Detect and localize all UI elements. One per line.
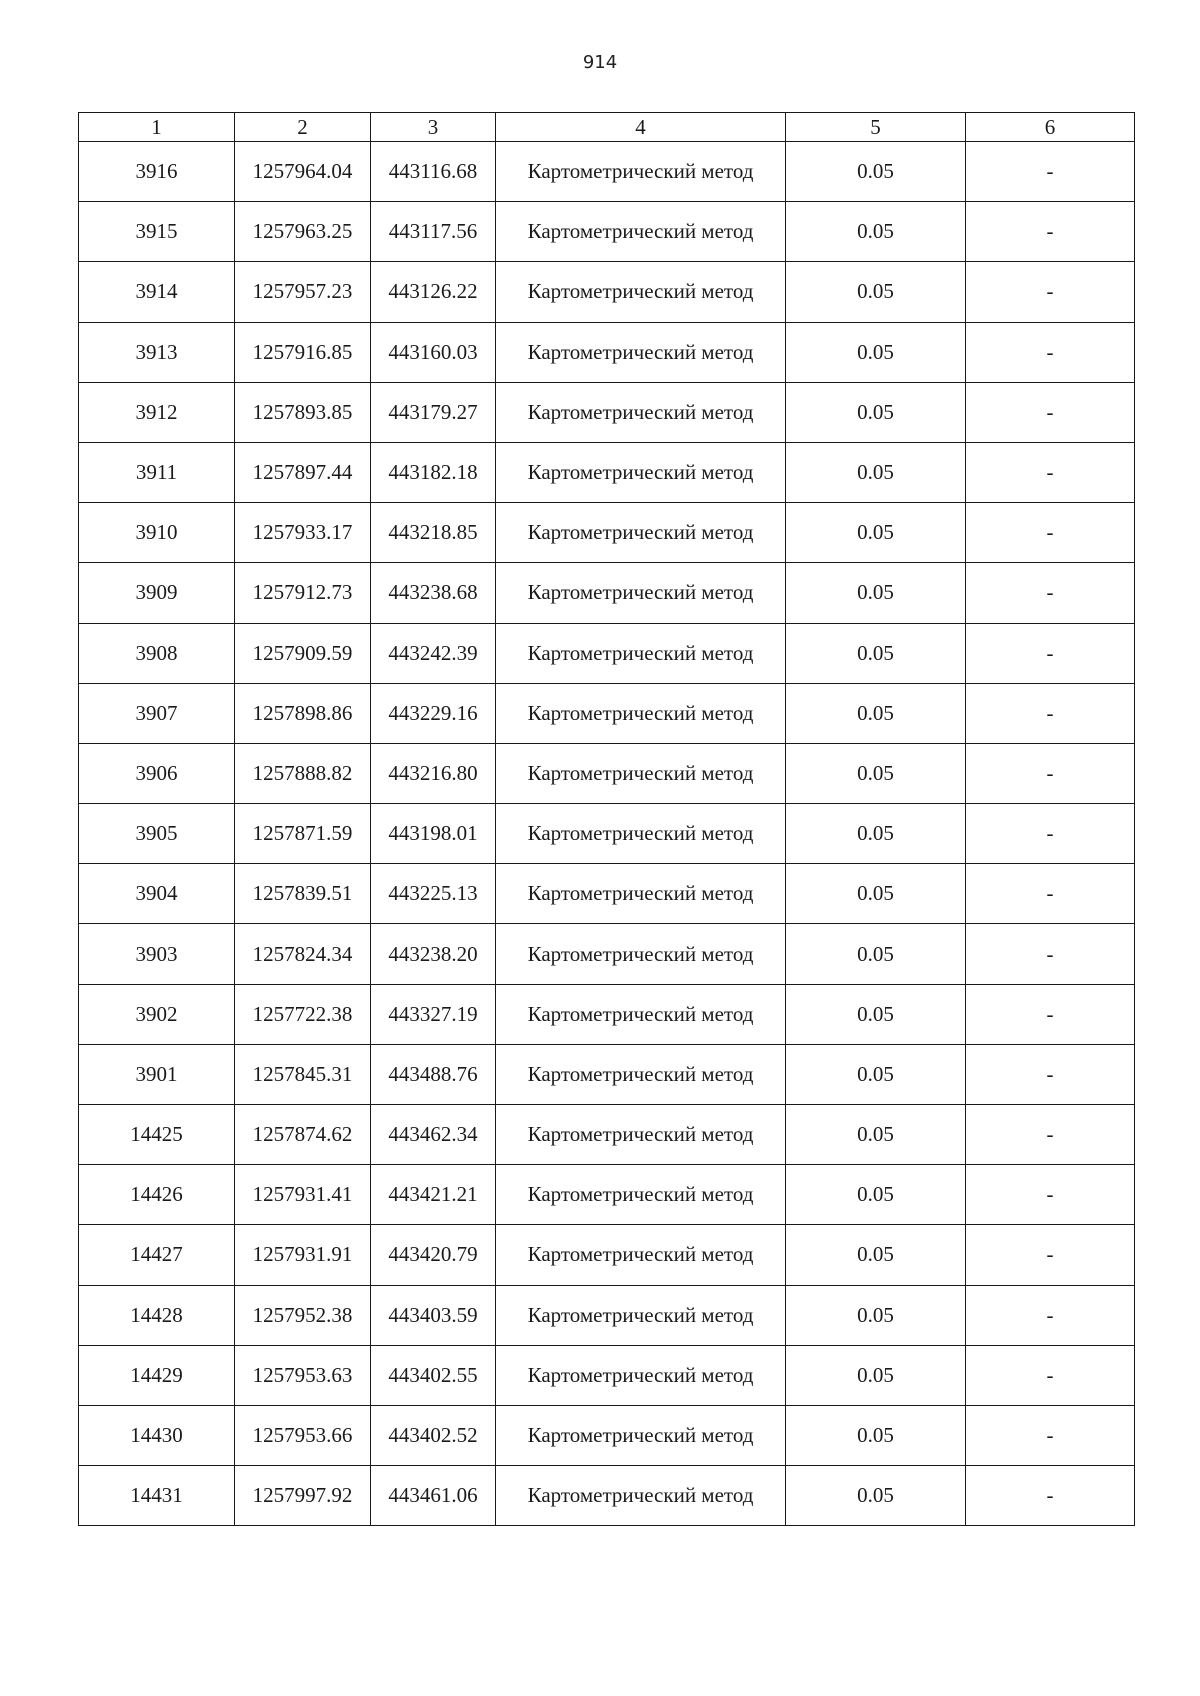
x-coordinate-cell: 1257898.86 <box>235 683 371 743</box>
accuracy-cell: 0.05 <box>786 1165 966 1225</box>
x-coordinate-cell: 1257953.66 <box>235 1405 371 1465</box>
note-cell: - <box>966 503 1135 563</box>
table-row <box>79 1225 1135 1285</box>
table-row <box>79 683 1135 743</box>
point-number-cell: 3912 <box>79 382 235 442</box>
column-header-1: 1 <box>79 113 235 142</box>
x-coordinate-cell: 1257871.59 <box>235 804 371 864</box>
accuracy-cell: 0.05 <box>786 382 966 442</box>
point-number-cell: 3906 <box>79 743 235 803</box>
y-coordinate-cell: 443461.06 <box>371 1466 496 1526</box>
method-cell: Картометрический метод <box>496 1345 786 1405</box>
method-cell: Картометрический метод <box>496 1405 786 1465</box>
method-cell: Картометрический метод <box>496 262 786 322</box>
y-coordinate-cell: 443198.01 <box>371 804 496 864</box>
y-coordinate-cell: 443182.18 <box>371 442 496 502</box>
accuracy-cell: 0.05 <box>786 743 966 803</box>
accuracy-cell: 0.05 <box>786 1225 966 1285</box>
method-cell: Картометрический метод <box>496 202 786 262</box>
accuracy-cell: 0.05 <box>786 1044 966 1104</box>
method-cell: Картометрический метод <box>496 1285 786 1345</box>
x-coordinate-cell: 1257952.38 <box>235 1285 371 1345</box>
point-number-cell: 3905 <box>79 804 235 864</box>
point-number-cell: 14428 <box>79 1285 235 1345</box>
method-cell: Картометрический метод <box>496 683 786 743</box>
y-coordinate-cell: 443402.52 <box>371 1405 496 1465</box>
note-cell: - <box>966 984 1135 1044</box>
method-cell: Картометрический метод <box>496 864 786 924</box>
table-row <box>79 1405 1135 1465</box>
point-number-cell: 14427 <box>79 1225 235 1285</box>
y-coordinate-cell: 443238.68 <box>371 563 496 623</box>
method-cell: Картометрический метод <box>496 563 786 623</box>
y-coordinate-cell: 443218.85 <box>371 503 496 563</box>
method-cell: Картометрический метод <box>496 1225 786 1285</box>
accuracy-cell: 0.05 <box>786 1405 966 1465</box>
point-number-cell: 3902 <box>79 984 235 1044</box>
accuracy-cell: 0.05 <box>786 924 966 984</box>
method-cell: Картометрический метод <box>496 804 786 864</box>
x-coordinate-cell: 1257964.04 <box>235 142 371 202</box>
table-header <box>79 113 1135 142</box>
table-row <box>79 1285 1135 1345</box>
column-header-4: 4 <box>496 113 786 142</box>
x-coordinate-cell: 1257997.92 <box>235 1466 371 1526</box>
accuracy-cell: 0.05 <box>786 1105 966 1165</box>
column-header-2: 2 <box>235 113 371 142</box>
accuracy-cell: 0.05 <box>786 142 966 202</box>
note-cell: - <box>966 743 1135 803</box>
accuracy-cell: 0.05 <box>786 984 966 1044</box>
point-number-cell: 14430 <box>79 1405 235 1465</box>
table-row <box>79 322 1135 382</box>
point-number-cell: 3901 <box>79 1044 235 1104</box>
note-cell: - <box>966 142 1135 202</box>
point-number-cell: 3908 <box>79 623 235 683</box>
y-coordinate-cell: 443462.34 <box>371 1105 496 1165</box>
accuracy-cell: 0.05 <box>786 322 966 382</box>
note-cell: - <box>966 1044 1135 1104</box>
point-number-cell: 14431 <box>79 1466 235 1526</box>
method-cell: Картометрический метод <box>496 924 786 984</box>
note-cell: - <box>966 623 1135 683</box>
table-row <box>79 142 1135 202</box>
note-cell: - <box>966 262 1135 322</box>
method-cell: Картометрический метод <box>496 322 786 382</box>
table-row <box>79 1044 1135 1104</box>
table-row <box>79 864 1135 924</box>
table-row <box>79 202 1135 262</box>
x-coordinate-cell: 1257824.34 <box>235 924 371 984</box>
x-coordinate-cell: 1257893.85 <box>235 382 371 442</box>
accuracy-cell: 0.05 <box>786 683 966 743</box>
y-coordinate-cell: 443488.76 <box>371 1044 496 1104</box>
accuracy-cell: 0.05 <box>786 1285 966 1345</box>
note-cell: - <box>966 1225 1135 1285</box>
x-coordinate-cell: 1257722.38 <box>235 984 371 1044</box>
point-number-cell: 3903 <box>79 924 235 984</box>
method-cell: Картометрический метод <box>496 623 786 683</box>
point-number-cell: 3913 <box>79 322 235 382</box>
table-row <box>79 1105 1135 1165</box>
note-cell: - <box>966 1345 1135 1405</box>
note-cell: - <box>966 683 1135 743</box>
table-row <box>79 563 1135 623</box>
note-cell: - <box>966 322 1135 382</box>
column-header-3: 3 <box>371 113 496 142</box>
method-cell: Картометрический метод <box>496 743 786 803</box>
accuracy-cell: 0.05 <box>786 202 966 262</box>
note-cell: - <box>966 1165 1135 1225</box>
y-coordinate-cell: 443420.79 <box>371 1225 496 1285</box>
y-coordinate-cell: 443126.22 <box>371 262 496 322</box>
x-coordinate-cell: 1257888.82 <box>235 743 371 803</box>
accuracy-cell: 0.05 <box>786 442 966 502</box>
x-coordinate-cell: 1257912.73 <box>235 563 371 623</box>
y-coordinate-cell: 443403.59 <box>371 1285 496 1345</box>
y-coordinate-cell: 443216.80 <box>371 743 496 803</box>
page-number: 914 <box>582 52 618 73</box>
x-coordinate-cell: 1257931.91 <box>235 1225 371 1285</box>
method-cell: Картометрический метод <box>496 1105 786 1165</box>
accuracy-cell: 0.05 <box>786 623 966 683</box>
accuracy-cell: 0.05 <box>786 1345 966 1405</box>
table-row <box>79 1466 1135 1526</box>
note-cell: - <box>966 563 1135 623</box>
y-coordinate-cell: 443225.13 <box>371 864 496 924</box>
point-number-cell: 3909 <box>79 563 235 623</box>
x-coordinate-cell: 1257963.25 <box>235 202 371 262</box>
table-row <box>79 1345 1135 1405</box>
note-cell: - <box>966 1105 1135 1165</box>
accuracy-cell: 0.05 <box>786 503 966 563</box>
y-coordinate-cell: 443179.27 <box>371 382 496 442</box>
x-coordinate-cell: 1257839.51 <box>235 864 371 924</box>
method-cell: Картометрический метод <box>496 442 786 502</box>
table-row <box>79 623 1135 683</box>
table-row <box>79 382 1135 442</box>
point-number-cell: 3915 <box>79 202 235 262</box>
y-coordinate-cell: 443116.68 <box>371 142 496 202</box>
point-number-cell: 14429 <box>79 1345 235 1405</box>
point-number-cell: 3904 <box>79 864 235 924</box>
note-cell: - <box>966 1285 1135 1345</box>
y-coordinate-cell: 443160.03 <box>371 322 496 382</box>
table-row <box>79 503 1135 563</box>
method-cell: Картометрический метод <box>496 503 786 563</box>
accuracy-cell: 0.05 <box>786 262 966 322</box>
point-number-cell: 3907 <box>79 683 235 743</box>
header-row <box>79 113 1135 142</box>
column-header-5: 5 <box>786 113 966 142</box>
note-cell: - <box>966 864 1135 924</box>
x-coordinate-cell: 1257845.31 <box>235 1044 371 1104</box>
point-number-cell: 3911 <box>79 442 235 502</box>
point-number-cell: 3910 <box>79 503 235 563</box>
method-cell: Картометрический метод <box>496 382 786 442</box>
y-coordinate-cell: 443229.16 <box>371 683 496 743</box>
table-row <box>79 262 1135 322</box>
point-number-cell: 3914 <box>79 262 235 322</box>
accuracy-cell: 0.05 <box>786 563 966 623</box>
method-cell: Картометрический метод <box>496 1466 786 1526</box>
x-coordinate-cell: 1257897.44 <box>235 442 371 502</box>
note-cell: - <box>966 382 1135 442</box>
note-cell: - <box>966 924 1135 984</box>
table-row <box>79 442 1135 502</box>
x-coordinate-cell: 1257933.17 <box>235 503 371 563</box>
point-number-cell: 3916 <box>79 142 235 202</box>
y-coordinate-cell: 443242.39 <box>371 623 496 683</box>
table-row <box>79 984 1135 1044</box>
note-cell: - <box>966 202 1135 262</box>
x-coordinate-cell: 1257957.23 <box>235 262 371 322</box>
x-coordinate-cell: 1257953.63 <box>235 1345 371 1405</box>
point-number-cell: 14426 <box>79 1165 235 1225</box>
table-body <box>79 142 1135 1526</box>
note-cell: - <box>966 442 1135 502</box>
table-row <box>79 1165 1135 1225</box>
y-coordinate-cell: 443238.20 <box>371 924 496 984</box>
y-coordinate-cell: 443117.56 <box>371 202 496 262</box>
y-coordinate-cell: 443421.21 <box>371 1165 496 1225</box>
note-cell: - <box>966 1405 1135 1465</box>
column-header-6: 6 <box>966 113 1135 142</box>
y-coordinate-cell: 443327.19 <box>371 984 496 1044</box>
table-row <box>79 924 1135 984</box>
accuracy-cell: 0.05 <box>786 864 966 924</box>
x-coordinate-cell: 1257916.85 <box>235 322 371 382</box>
note-cell: - <box>966 804 1135 864</box>
coordinates-table <box>78 112 1135 1526</box>
method-cell: Картометрический метод <box>496 1044 786 1104</box>
table-row <box>79 804 1135 864</box>
method-cell: Картометрический метод <box>496 1165 786 1225</box>
y-coordinate-cell: 443402.55 <box>371 1345 496 1405</box>
accuracy-cell: 0.05 <box>786 804 966 864</box>
method-cell: Картометрический метод <box>496 142 786 202</box>
accuracy-cell: 0.05 <box>786 1466 966 1526</box>
point-number-cell: 14425 <box>79 1105 235 1165</box>
table-row <box>79 743 1135 803</box>
x-coordinate-cell: 1257909.59 <box>235 623 371 683</box>
x-coordinate-cell: 1257874.62 <box>235 1105 371 1165</box>
note-cell: - <box>966 1466 1135 1526</box>
method-cell: Картометрический метод <box>496 984 786 1044</box>
x-coordinate-cell: 1257931.41 <box>235 1165 371 1225</box>
